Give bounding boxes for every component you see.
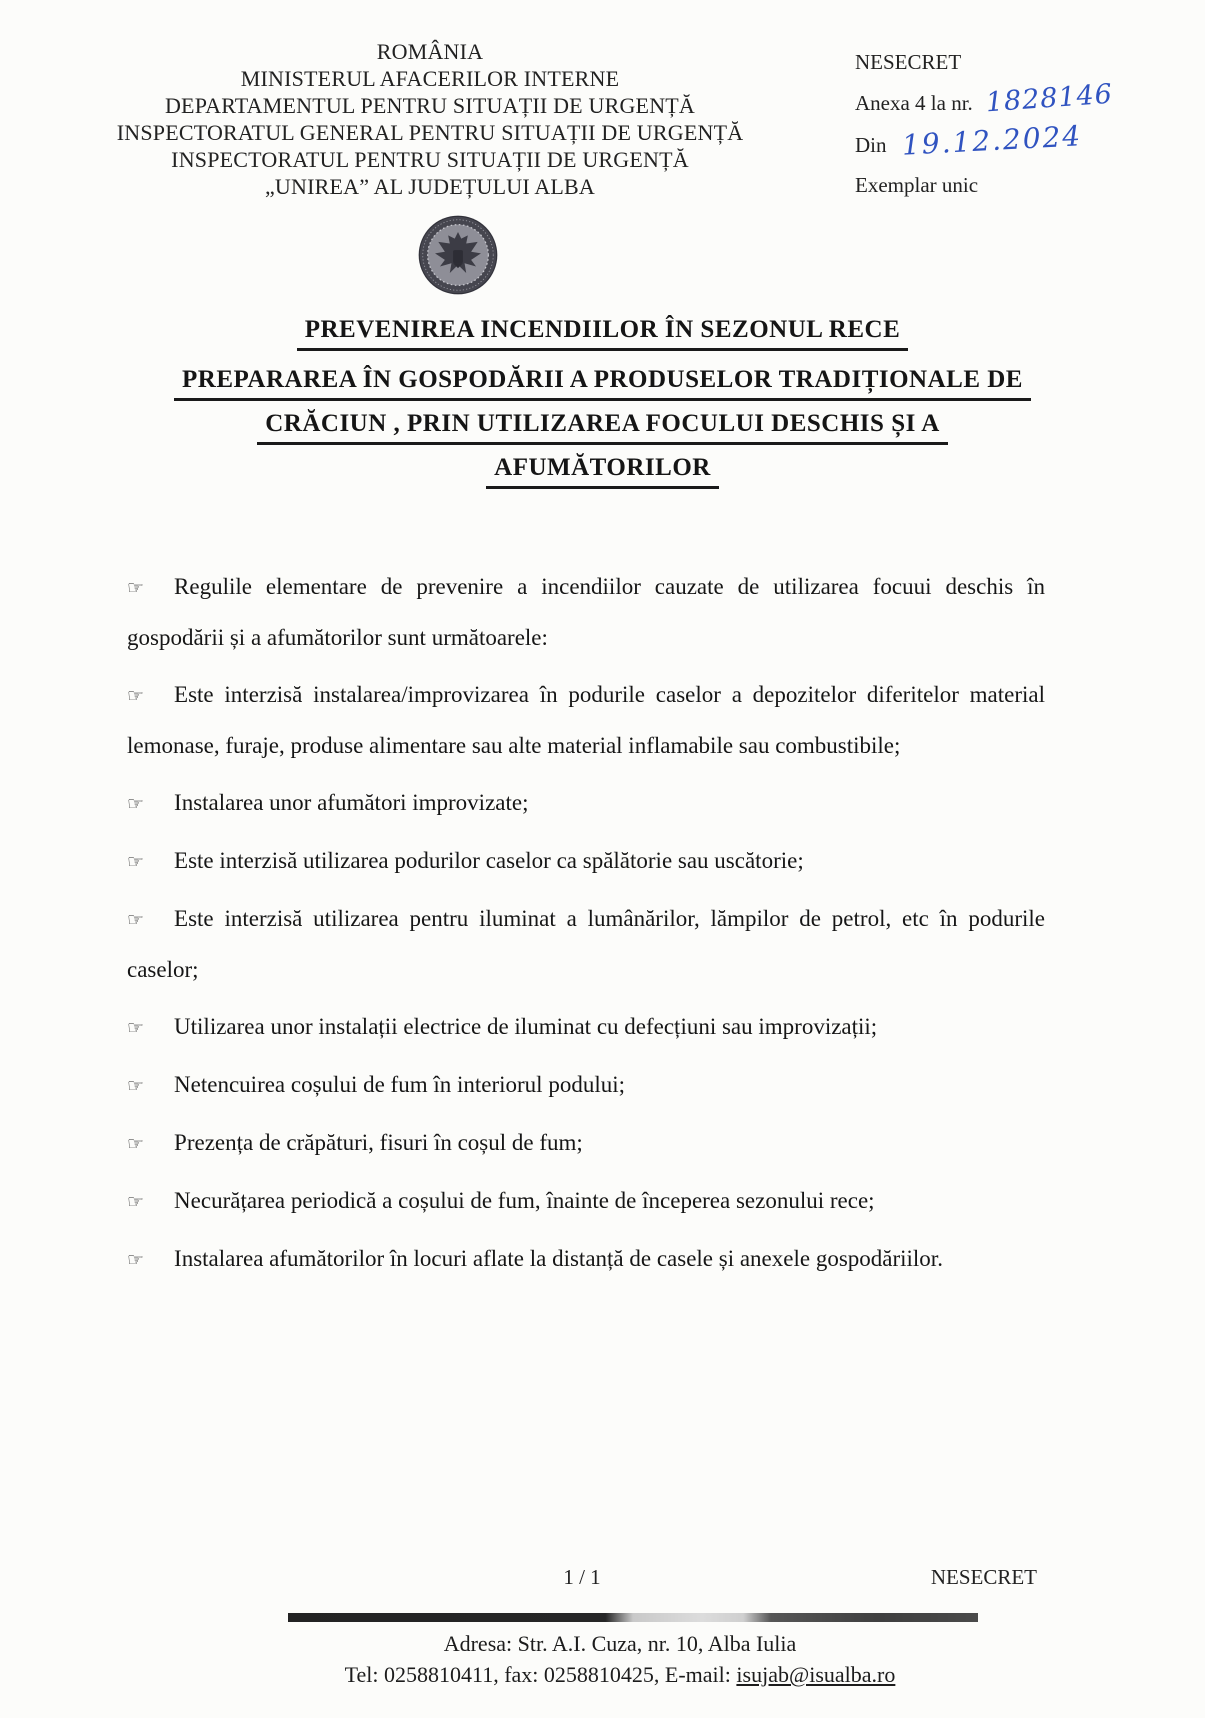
- list-item: [127, 670, 1045, 771]
- list-item-text: Netencuirea coșului de fum în interiorul podului;: [174, 1072, 625, 1097]
- header-line-country: ROMÂNIA: [376, 39, 484, 64]
- address-line: Adresa: Str. A.I. Cuza, nr. 10, Alba Iulia: [443, 1631, 797, 1656]
- pointing-hand-icon: ☞: [127, 1191, 145, 1213]
- footer-classification-label: NESECRET: [930, 1565, 1037, 1589]
- handwritten-date: 19.12.2024: [900, 119, 1083, 162]
- exemplar-label: Exemplar unic: [855, 173, 979, 197]
- header-line-inspectorate: INSPECTORATUL PENTRU SITUAȚII DE URGENȚĂ: [171, 147, 689, 172]
- pointing-hand-icon: ☞: [127, 1249, 145, 1271]
- classification-label: NESECRET: [855, 50, 962, 74]
- list-item-text: Utilizarea unor instalații electrice de iluminat cu defecțiuni sau improvizații;: [174, 1014, 878, 1039]
- subtitle-line-1: PREPARAREA ÎN GOSPODĂRII A PRODUSELOR TRADIȚIONALE DE: [174, 366, 1031, 401]
- institution-header: [85, 38, 775, 200]
- date-label: Din: [855, 133, 887, 157]
- list-item-text: Este interzisă utilizarea podurilor caselor ca spălătorie sau uscătorie;: [174, 848, 804, 873]
- list-item: [127, 1176, 1045, 1227]
- list-item-text: Regulile elementare de prevenire a incendiilor cauzate de utilizarea focuui deschis în gospodării și a afumătorilor sunt următoarele:: [127, 574, 1045, 650]
- subtitle-line-3: AFUMĂTORILOR: [486, 454, 719, 489]
- list-item: [127, 836, 1045, 887]
- subtitle-line-2: CRĂCIUN , PRIN UTILIZAREA FOCULUI DESCHIS ȘI A: [257, 410, 948, 445]
- list-item-text: Este interzisă instalarea/improvizarea în podurile caselor a depozitelor diferitelor material lemonase, furaje, produse alimentare sau alte material inflamabile sau combustibile;: [127, 682, 1045, 758]
- pointing-hand-icon: ☞: [127, 685, 145, 707]
- pointing-hand-icon: ☞: [127, 1133, 145, 1155]
- list-item-text: Instalarea unor afumători improvizate;: [174, 790, 529, 815]
- document-titles: [0, 316, 1205, 498]
- anexa-row: [855, 78, 1185, 123]
- list-item-text: Necurățarea periodică a coșului de fum, înainte de începerea sezonului rece;: [174, 1188, 875, 1213]
- anexa-label: Anexa 4 la nr.: [855, 91, 973, 115]
- pointing-hand-icon: ☞: [127, 793, 145, 815]
- list-item-text: Prezența de crăpături, fisuri în coșul de fum;: [174, 1130, 583, 1155]
- list-item-text: Instalarea afumătorilor în locuri aflate la distanță de casele și anexele gospodăriilor.: [174, 1246, 943, 1271]
- footer-divider-bar: [288, 1613, 978, 1622]
- email-link[interactable]: isujab@isualba.ro: [736, 1662, 896, 1687]
- list-item: [127, 1002, 1045, 1053]
- footer-address-block: [160, 1628, 1080, 1690]
- pointing-hand-icon: ☞: [127, 1075, 145, 1097]
- pointing-hand-icon: ☞: [127, 577, 145, 599]
- header-line-inspectorate-general: INSPECTORATUL GENERAL PENTRU SITUAȚII DE URGENȚĂ: [116, 120, 744, 145]
- pointing-hand-icon: ☞: [127, 909, 145, 931]
- list-item: [127, 562, 1045, 663]
- pointing-hand-icon: ☞: [127, 851, 145, 873]
- date-row: [855, 119, 1185, 165]
- list-item: [127, 1118, 1045, 1169]
- page-title: PREVENIREA INCENDIILOR ÎN SEZONUL RECE: [297, 316, 909, 351]
- rules-list: [127, 562, 1045, 1292]
- handwritten-registration-number: 1828146: [984, 78, 1114, 119]
- page-number: 1 / 1: [563, 1565, 601, 1589]
- list-item-text: Este interzisă utilizarea pentru iluminat a lumânărilor, lămpilor de petrol, etc în podurile caselor;: [127, 906, 1045, 982]
- list-item: [127, 1234, 1045, 1285]
- contact-text: Tel: 0258810411, fax: 0258810425, E-mail:: [344, 1662, 737, 1687]
- contact-line: [160, 1659, 1080, 1690]
- list-item: [127, 894, 1045, 995]
- coat-of-arms-seal-icon: [417, 214, 499, 296]
- list-item: [127, 778, 1045, 829]
- list-item: [127, 1060, 1045, 1111]
- pointing-hand-icon: ☞: [127, 1017, 145, 1039]
- header-line-unit: „UNIREA” AL JUDEȚULUI ALBA: [264, 174, 596, 199]
- header-line-department: DEPARTAMENTUL PENTRU SITUAȚII DE URGENȚĂ: [164, 93, 696, 118]
- header-line-ministry: MINISTERUL AFACERILOR INTERNE: [240, 66, 620, 91]
- classification-block: [855, 42, 1185, 205]
